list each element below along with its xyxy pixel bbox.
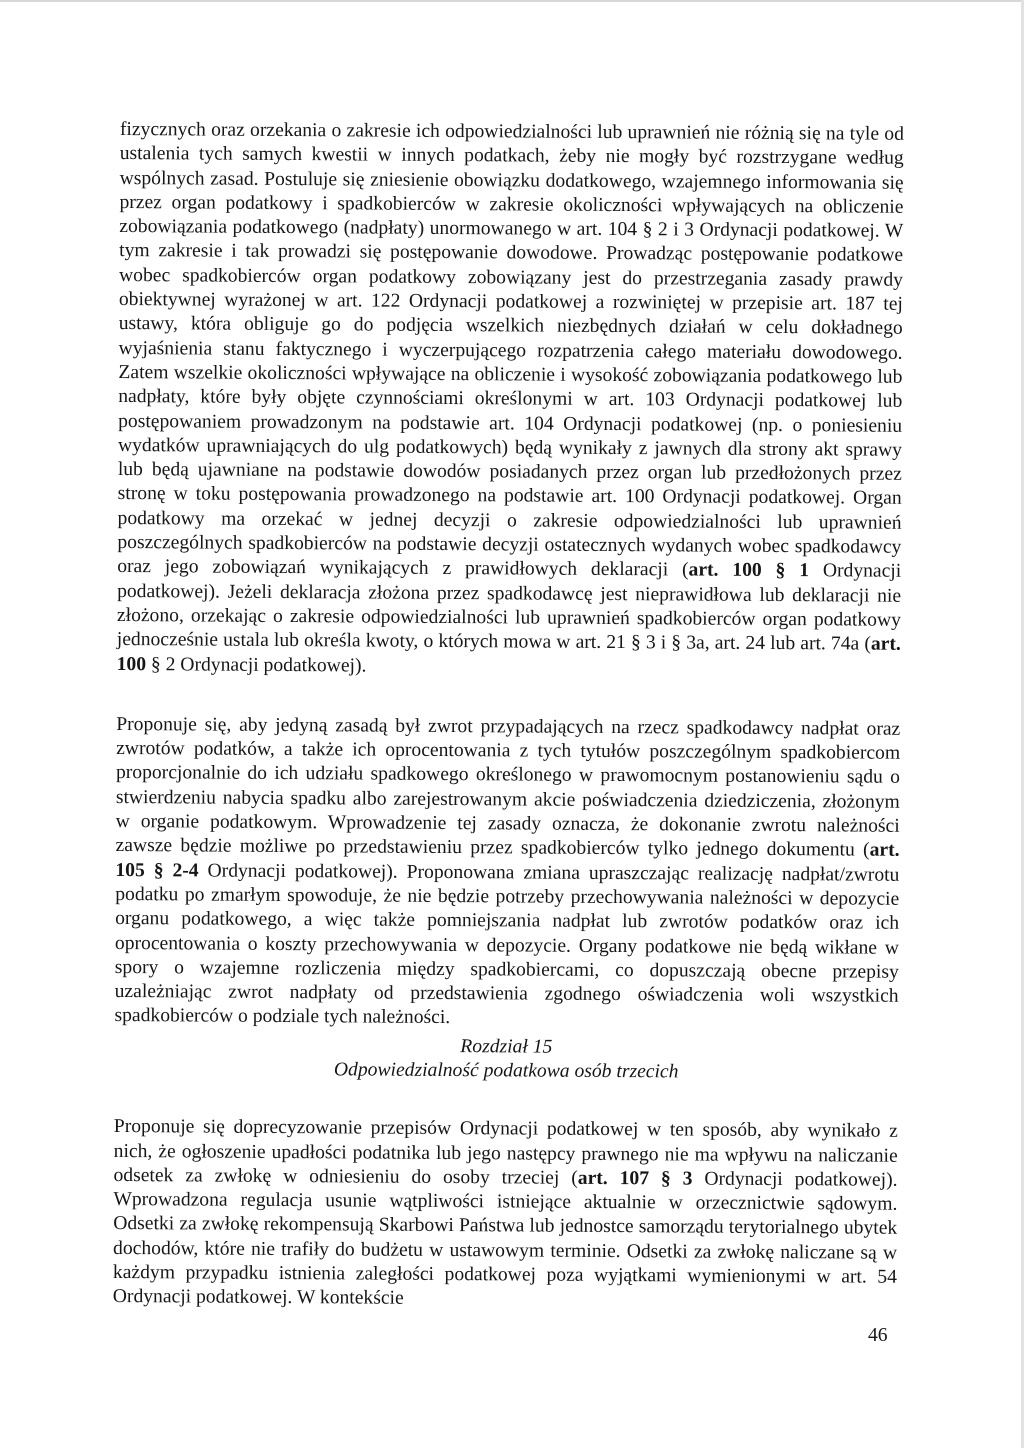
paragraph-2 xyxy=(114,713,900,1034)
paragraph-3-reference: art. 107 § 3 xyxy=(577,1167,693,1190)
paragraph-3-text: Proponuje się doprecyzowanie przepisów Ordynacji podatkowej w ten sposób, aby wynikało z nich, że ogłoszenie upadłości podatnika lub jego następcy prawnego nie ma wpływu na naliczanie odsetek za zwłokę w odniesieniu do osoby trzeciej ( xyxy=(113,1116,898,1189)
chapter-title: Odpowiedzialność podatkowa osób trzecich xyxy=(333,1059,679,1083)
paragraph-2-reference: art. 105 § 2-4 xyxy=(115,839,900,882)
chapter-label: Rozdział 15 xyxy=(460,1035,553,1058)
paragraph-1 xyxy=(117,118,904,682)
paragraph-2-text-end: Ordynacji podatkowej). Proponowana zmiana upraszczając realizację nadpłat/zwrotu podatku po zmarłym spowoduje, że nie będzie potrzeby przechowywania należności w depozycie organu podatkowego, a więc także pomniejszania nadpłat lub zwrotów podatków oraz ich oprocentowania o koszty przechowywania w depozycie. Organy podatkowe nie będą wikłane w spory o wzajemne rozliczenia między spadkobiercami, co dopuszczają obecne przepisy uzależniając zwrot nadpłaty od przedstawienia zgodnego oświadczenia woli wszystkich spadkobierców o podziale tych należności. xyxy=(114,860,900,1029)
paragraph-1-reference-1: art. 100 § 1 xyxy=(688,559,810,582)
document-body xyxy=(113,118,904,1314)
chapter-heading xyxy=(114,1033,898,1086)
scan-edge-top xyxy=(0,0,1024,2)
page-number: 46 xyxy=(868,1325,888,1346)
paragraph-1-text: fizycznych oraz orzekania o zakresie ich odpowiedzialności lub uprawnień nie różnią się na tyle od ustalenia tych samych kwestii w innych podatkach, żeby nie mogły być rozstrzygane według wspólnych zasad. Postuluje się zniesienie obowiązku dodatkowego, wzajemnego informowania się przez organ podatkowy i spadkobierców w zakresie okoliczności wpływających na obliczenie zobowiązania podatkowego (nadpłaty) unormowanego w art. 104 § 2 i 3 Ordynacji podatkowej. W tym zakresie i tak prowadzi się postępowanie dowodowe. Prowadząc postępowanie podatkowe wobec spadkobierców organ podatkowy zobowiązany jest do przestrzegania zasady prawdy obiektywnej wyrażonej w art. 122 Ordynacji podatkowej a rozwiniętej w przepisie art. 187 tej ustawy, która obliguje go do podjęcia wszelkich niezbędnych działań w celu dokładnego wyjaśnienia stanu faktycznego i wyczerpującego rozpatrzenia całego materiału dowodowego. Zatem wszelkie okoliczności wpływające na obliczenie i wysokość zobowiązania podatkowego lub nadpłaty, które były objęte czynnościami określonymi w art. 103 Ordynacji podatkowej lub postępowaniem prowadzonym na podstawie art. 104 Ordynacji podatkowej (np. o poniesieniu wydatków uprawniających do ulg podatkowych) będą wynikały z jawnych dla strony akt sprawy lub będą ujawniane na podstawie dowodów posiadanych przez organ lub przedłożonych przez stronę w toku postępowania prowadzonego na podstawie art. 100 Ordynacji podatkowej. Organ podatkowy ma orzekać w jednej decyzji o zakresie odpowiedzialności lub uprawnień poszczególnych spadkobierców na podstawie decyzji ostatecznych wydanych wobec spadkodawcy oraz jego zobowiązań wynikających z prawidłowych deklaracji ( xyxy=(117,118,904,581)
paragraph-1-text-middle: Ordynacji podatkowej). Jeżeli deklaracja złożona przez spadkodawcę jest nieprawidłowa lub deklaracji nie złożono, orzekając o zakresie odpowiedzialności lub uprawnień spadkobierców organ podatkowy jednocześnie ustala lub określa kwoty, o których mowa w art. 21 § 3 i § 3a, art. 24 lub art. 74a ( xyxy=(116,560,902,655)
paragraph-3-text-end: Ordynacji podatkowej). Wprowadzona regulacja usunie wątpliwości istniejące aktualnie w orzecznictwie sądowym. Odsetki za zwłokę rekompensują Skarbowi Państwa lub jednostce samorządu terytorialnego ubytek dochodów, które nie trafiły do budżetu w ustawowym terminie. Odsetki za zwłokę naliczane są w każdym przypadku istnienia zaległości podatkowej poza wyjątkami wymienionymi w art. 54 Ordynacji podatkowej. W kontekście xyxy=(112,1168,898,1310)
paragraph-1-reference-2: art. 100 xyxy=(116,633,901,675)
paragraph-3 xyxy=(113,1115,898,1314)
paragraph-2-text: Proponuje się, aby jedyną zasadą był zwrot przypadających na rzecz spadkodawcy nadpłat oraz zwrotów podatków, a także ich oprocentowania z tych tytułów poszczególnym spadkobiercom proporcjonalnie do ich udziału spadkowego określonego w prawomocnym postanowieniu sądu o stwierdzeniu nabycia spadku albo zarejestrowanym akcie poświadczenia dziedziczenia, złożonym w organie podatkowym. Wprowadzenie tej zasady oznacza, że dokonanie zwrotu należności zawsze będzie możliwe po przedstawieniu przez spadkobierców tylko jednego dokumentu ( xyxy=(115,713,901,861)
paragraph-1-text-end: § 2 Ordynacji podatkowej). xyxy=(145,653,367,677)
